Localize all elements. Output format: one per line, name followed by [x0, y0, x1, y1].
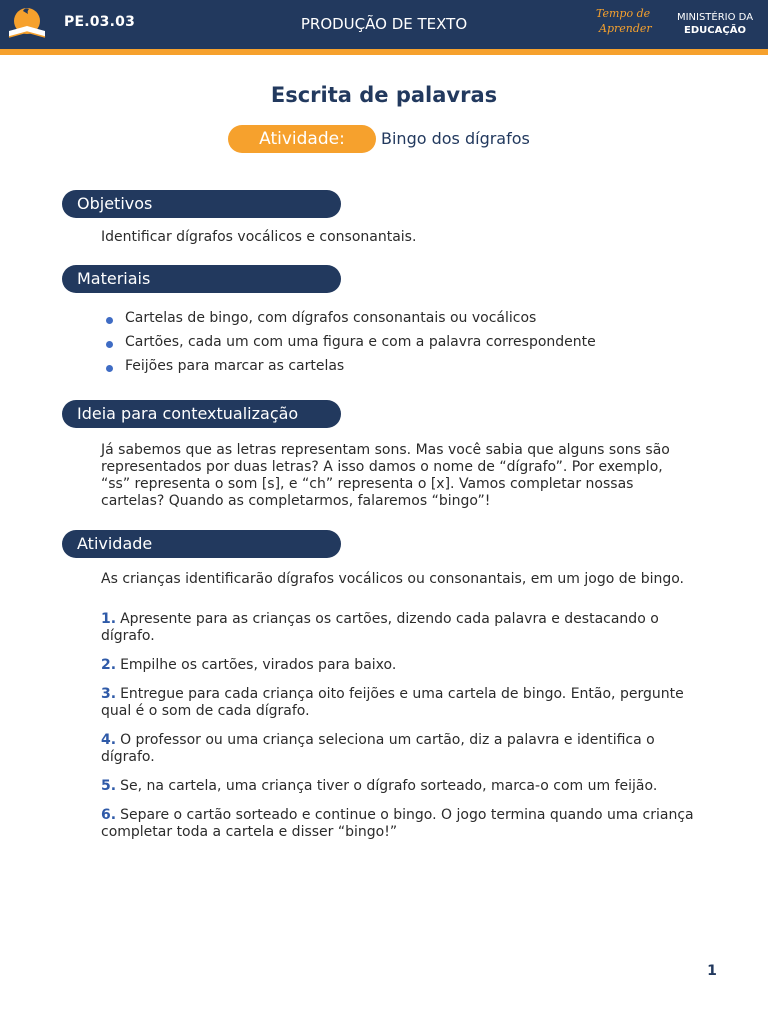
step-text: Se, na cartela, uma criança tiver o dígrafo sorteado, marca-o com um feijão. [120, 778, 658, 794]
list-item [101, 334, 701, 351]
header-accent-line [0, 49, 768, 55]
step-text: O professor ou uma criança seleciona um cartão, diz a palavra e identifica o dígrafo. [101, 732, 655, 765]
list-item-text: Cartões, cada um com uma figura e com a palavra correspondente [125, 334, 596, 350]
atividade-intro: As crianças identificarão dígrafos vocálicos ou consonantais, em um jogo de bingo. [101, 571, 685, 587]
header-bar [0, 0, 768, 49]
step-text: Empilhe os cartões, virados para baixo. [120, 657, 397, 673]
step-item [101, 657, 701, 674]
materials-list [101, 310, 701, 382]
section-heading-contextualizacao: Ideia para contextualização [62, 400, 341, 428]
step-item [101, 732, 701, 766]
step-number: 4. [101, 732, 117, 748]
section-heading-materiais: Materiais [62, 265, 341, 293]
ministry-line-2: EDUCAÇÃO [684, 25, 746, 36]
bullet-icon [106, 317, 113, 324]
step-text: Apresente para as crianças os cartões, dizendo cada palavra e destacando o dígrafo. [101, 611, 659, 644]
step-number: 2. [101, 657, 117, 673]
book-sun-logo-icon [6, 4, 48, 44]
header-title: PRODUÇÃO DE TEXTO [300, 15, 468, 33]
brand-logo-text [596, 6, 660, 36]
step-item [101, 807, 701, 841]
activity-name: Bingo dos dígrafos [381, 129, 530, 148]
document-code: PE.03.03 [64, 14, 136, 30]
step-number: 3. [101, 686, 117, 702]
contextualizacao-text: Já sabemos que as letras representam sons. Mas você sabia que alguns sons são representados por duas letras? A isso damos o nome de “dígrafo”. Por exemplo, “ss” representa o som [s], e “ch” representa o [x]. Vamos completar nossas cartelas? Quando as completarmos, falaremos “bingo”! [101, 442, 670, 509]
step-item [101, 611, 701, 645]
step-text: Entregue para cada criança oito feijões e uma cartela de bingo. Então, pergunte qual é o som de cada dígrafo. [101, 686, 684, 719]
ministry-line-1: MINISTÉRIO DA [676, 12, 754, 23]
list-item-text: Feijões para marcar as cartelas [125, 358, 345, 374]
page-number: 1 [707, 963, 717, 979]
bullet-icon [106, 341, 113, 348]
objetivos-text: Identificar dígrafos vocálicos e consonantais. [101, 229, 417, 245]
step-item [101, 778, 701, 795]
step-number: 5. [101, 778, 117, 794]
section-heading-objetivos: Objetivos [62, 190, 341, 218]
activity-label-badge: Atividade: [228, 125, 376, 153]
ministry-logo [670, 11, 760, 37]
list-item-text: Cartelas de bingo, com dígrafos consonantais ou vocálicos [125, 310, 537, 326]
page-title: Escrita de palavras [270, 83, 498, 107]
step-number: 1. [101, 611, 117, 627]
step-item [101, 686, 701, 720]
brand-line-2: Aprender [599, 22, 652, 35]
step-number: 6. [101, 807, 117, 823]
list-item [101, 310, 701, 327]
step-text: Separe o cartão sorteado e continue o bingo. O jogo termina quando uma criança completar toda a cartela e disser “bingo!” [101, 807, 694, 840]
section-heading-atividade: Atividade [62, 530, 341, 558]
bullet-icon [106, 365, 113, 372]
brand-line-1: Tempo de [596, 7, 651, 20]
activity-steps-list [101, 611, 701, 853]
list-item [101, 358, 701, 375]
